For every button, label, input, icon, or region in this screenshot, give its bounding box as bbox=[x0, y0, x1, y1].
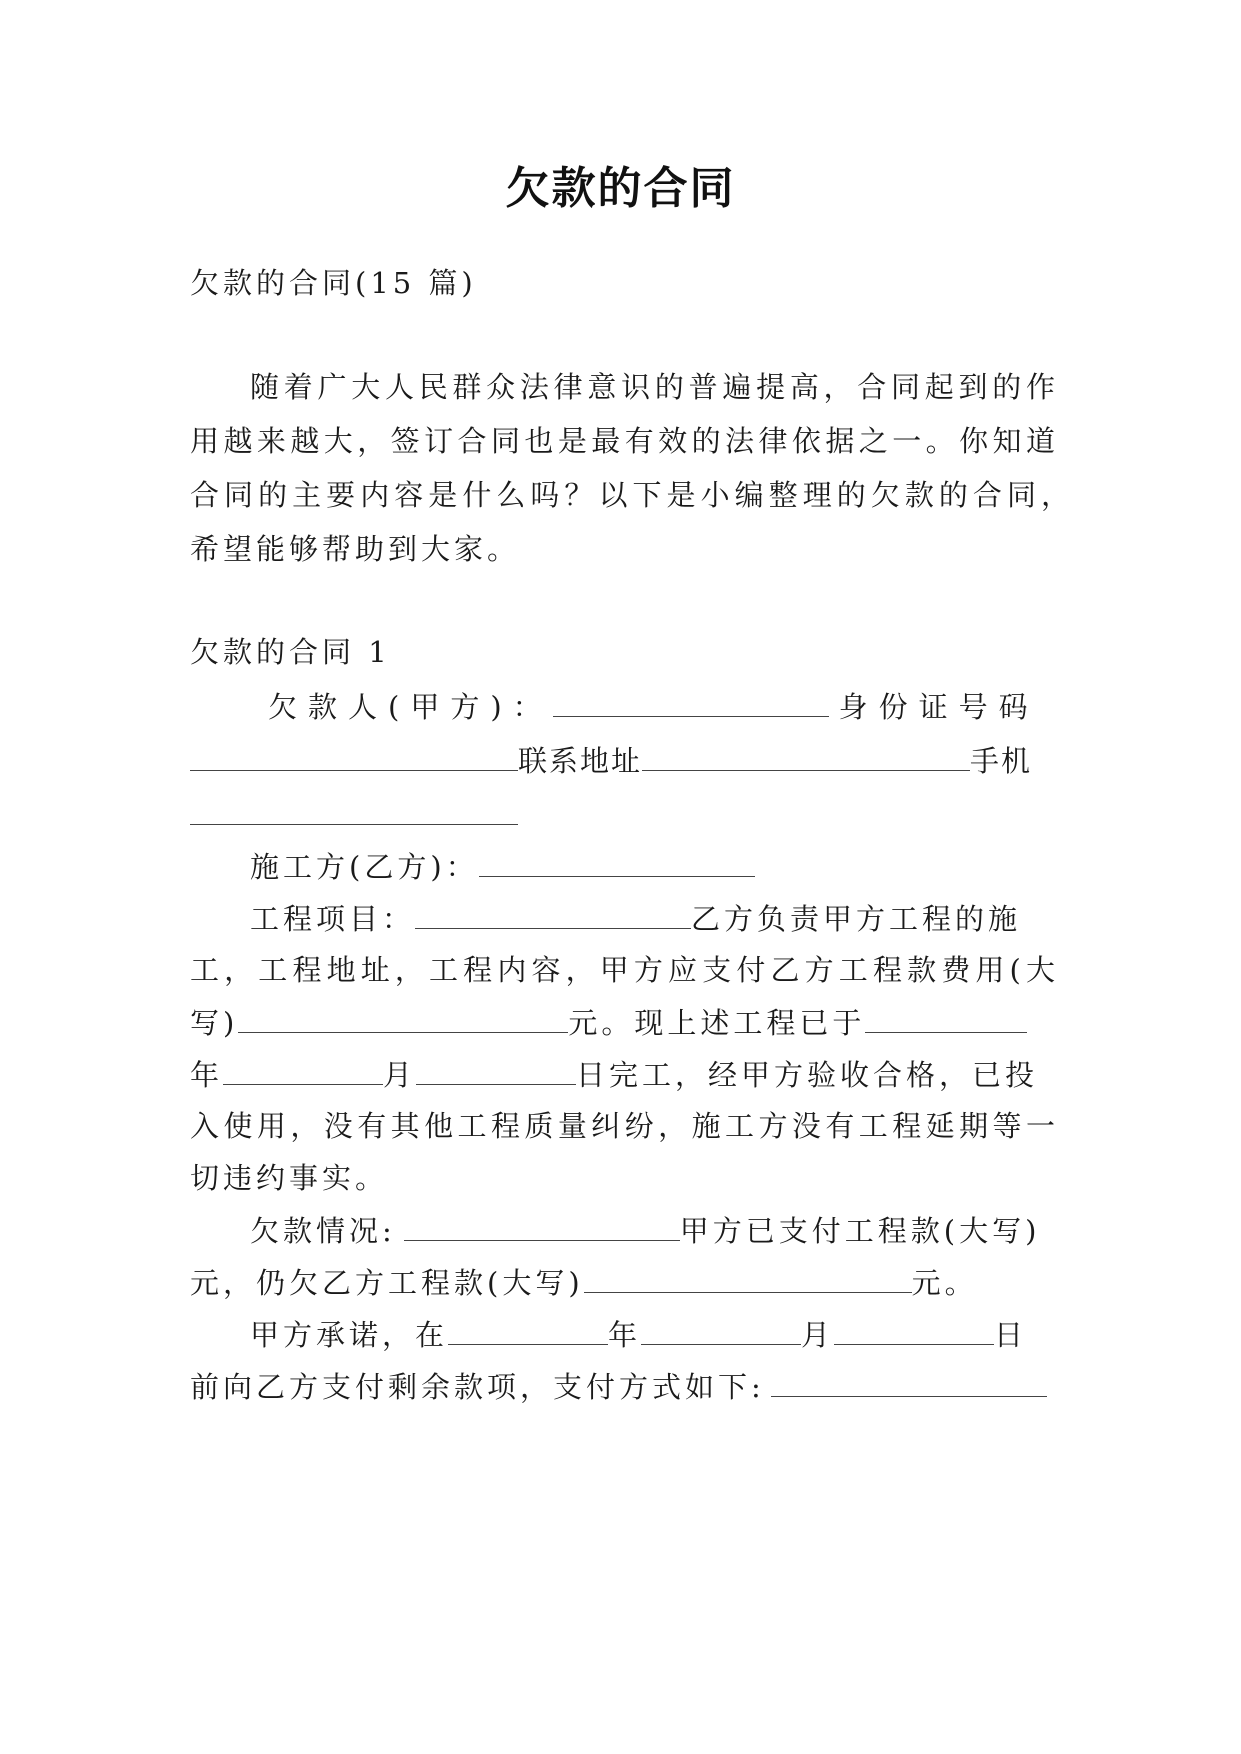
phone-blank[interactable] bbox=[190, 794, 518, 825]
document-title: 欠款的合同 bbox=[505, 163, 736, 214]
project-text-1: 乙方负责甲方工程的施 bbox=[691, 902, 1022, 936]
project-line-5: 入使用，没有其他工程质量纠纷，施工方没有工程延期等一 bbox=[190, 1109, 1055, 1143]
intro-line-4: 希望能够帮助到大家。 bbox=[190, 532, 521, 566]
pay-month-blank[interactable] bbox=[641, 1314, 801, 1345]
project-line-1 bbox=[250, 898, 1055, 939]
document-subtitle: 欠款的合同(15 篇) bbox=[190, 266, 477, 300]
debt-text-2b: 元。 bbox=[911, 1266, 978, 1300]
address-blank[interactable] bbox=[642, 740, 970, 771]
payment-line bbox=[190, 1366, 1055, 1407]
pay-month-label: 月 bbox=[801, 1318, 835, 1352]
project-line-2: 工，工程地址，工程内容，甲方应支付乙方工程款费用(大 bbox=[190, 953, 1055, 987]
intro-line-2: 用越来越大，签订合同也是最有效的法律依据之一。你知道 bbox=[190, 424, 1055, 458]
complete-year-blank[interactable] bbox=[865, 1002, 1027, 1033]
debt-label: 欠款情况: bbox=[250, 1214, 396, 1248]
debt-line-1 bbox=[250, 1210, 1055, 1251]
promise-text: 甲方承诺，在 bbox=[250, 1318, 449, 1352]
id-number-label: 身份证号码 bbox=[838, 690, 1039, 724]
payment-method-blank[interactable] bbox=[771, 1366, 1047, 1397]
project-line-6: 切违约事实。 bbox=[190, 1161, 389, 1195]
project-line-3 bbox=[190, 1002, 1055, 1043]
day-complete-text: 日完工，经甲方验收合格，已投 bbox=[576, 1058, 1039, 1092]
section-title: 欠款的合同 1 bbox=[190, 635, 391, 669]
month-label: 月 bbox=[383, 1058, 417, 1092]
project-text-3a: 写) bbox=[190, 1006, 239, 1040]
project-text-3b: 元。现上述工程已于 bbox=[568, 1006, 866, 1040]
project-blank[interactable] bbox=[415, 898, 691, 929]
debt-text-1: 甲方已支付工程款(大写) bbox=[679, 1214, 1041, 1248]
address-label: 联系地址 bbox=[518, 744, 643, 778]
address-line bbox=[190, 740, 1055, 781]
debtor-label: 欠款人(甲方)： bbox=[268, 690, 553, 724]
debt-line-2 bbox=[190, 1262, 1055, 1303]
payment-text: 前向乙方支付剩余款项，支付方式如下: bbox=[190, 1370, 765, 1404]
complete-month-blank[interactable] bbox=[223, 1054, 383, 1085]
pay-year-blank[interactable] bbox=[448, 1314, 608, 1345]
pay-day-blank[interactable] bbox=[834, 1314, 994, 1345]
debtor-line bbox=[268, 686, 1055, 727]
debt-text-2a: 元，仍欠乙方工程款(大写) bbox=[190, 1266, 584, 1300]
intro-line-3: 合同的主要内容是什么吗？以下是小编整理的欠款的合同， bbox=[190, 478, 1070, 512]
pay-day-label: 日 bbox=[994, 1318, 1028, 1352]
remaining-amount-blank[interactable] bbox=[584, 1262, 912, 1293]
complete-day-blank[interactable] bbox=[416, 1054, 576, 1085]
year-label: 年 bbox=[190, 1058, 224, 1092]
contractor-line bbox=[250, 846, 1055, 887]
pay-year-label: 年 bbox=[608, 1318, 642, 1352]
project-label: 工程项目： bbox=[250, 902, 416, 936]
project-line-4 bbox=[190, 1054, 1055, 1095]
id-number-blank[interactable] bbox=[190, 740, 518, 771]
phone-blank-line bbox=[190, 794, 1055, 835]
phone-label: 手机 bbox=[970, 744, 1033, 778]
amount-blank[interactable] bbox=[238, 1002, 568, 1033]
debt-blank[interactable] bbox=[404, 1210, 680, 1241]
intro-line-1: 随着广大人民群众法律意识的普遍提高，合同起到的作 bbox=[250, 370, 1055, 404]
debtor-name-blank[interactable] bbox=[553, 686, 829, 717]
promise-line bbox=[250, 1314, 1055, 1355]
contractor-blank[interactable] bbox=[479, 846, 755, 877]
contractor-label: 施工方(乙方)： bbox=[250, 850, 479, 884]
